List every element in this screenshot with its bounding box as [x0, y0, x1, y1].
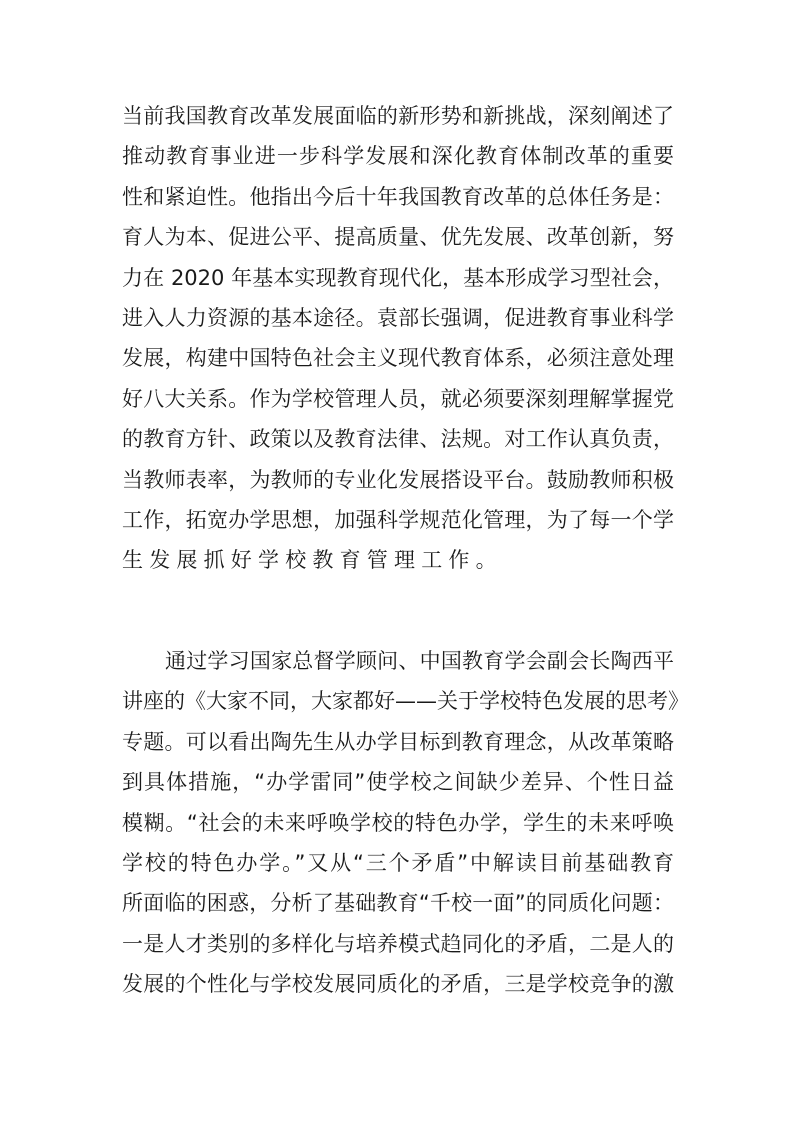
text-line: 到具体措施，“办学雷同”使学校之间缺少差异、个性日益 — [122, 770, 674, 795]
text-line: 专题。可以看出陶先生从办学目标到教育理念，从改革策略 — [122, 729, 674, 754]
text-line: 一是人才类别的多样化与培养模式趋同化的矛盾，二是人的 — [122, 931, 674, 956]
text-line: 工作，拓宽办学思想，加强科学规范化管理，为了每一个学 — [122, 507, 674, 532]
text-line: 力在 2020 年基本实现教育现代化，基本形成学习型社会， — [122, 265, 674, 290]
text-line: 推动教育事业进一步科学发展和深化教育体制改革的重要 — [122, 144, 674, 169]
text-line: 通过学习国家总督学顾问、中国教育学会副会长陶西平 — [165, 649, 674, 673]
text-line: 学校的特色办学。”又从“三个矛盾”中解读目前基础教育 — [122, 850, 674, 875]
text-line: 的教育方针、政策以及教育法律、法规。对工作认真负责， — [122, 427, 674, 452]
text-line: 育人为本、促进公平、提高质量、优先发展、改革创新，努 — [122, 225, 674, 250]
paragraph-2 — [122, 641, 689, 1005]
text-line: 发展，构建中国特色社会主义现代教育体系，必须注意处理 — [122, 346, 674, 371]
text-line: 性和紧迫性。他指出今后十年我国教育改革的总体任务是： — [122, 184, 674, 209]
text-line: 发展的个性化与学校发展同质化的矛盾，三是学校竞争的激 — [122, 972, 674, 997]
text-line: 当前我国教育改革发展面临的新形势和新挑战，深刻阐述了 — [122, 104, 674, 128]
paragraph-1 — [122, 96, 674, 581]
text-line: 讲座的《大家不同，大家都好——关于学校特色发展的思考》 — [122, 689, 689, 714]
text-line: 好八大关系。作为学校管理人员，就必须要深刻理解掌握党 — [122, 386, 674, 411]
text-line: 生发展抓好学校教育管理工作。 — [122, 548, 503, 573]
text-line: 所面临的困惑，分析了基础教育“千校一面”的同质化问题： — [122, 891, 674, 916]
text-line: 当教师表率，为教师的专业化发展搭设平台。鼓励教师积极 — [122, 467, 674, 492]
text-line: 模糊。“社会的未来呼唤学校的特色办学，学生的未来呼唤 — [122, 810, 674, 835]
text-line: 进入人力资源的基本途径。袁部长强调，促进教育事业科学 — [122, 305, 674, 330]
